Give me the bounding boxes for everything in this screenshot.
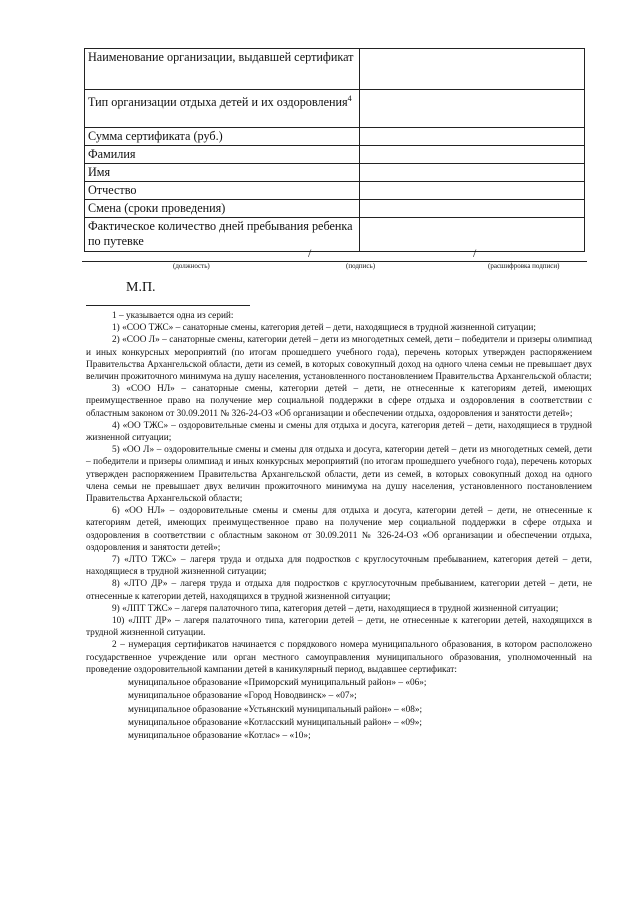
signature-separator: /: [473, 246, 477, 260]
row-label: Фамилия: [85, 146, 360, 164]
footnote-paragraph: 1) «СОО ТЖС» – санаторные смены, категория детей – дети, находящиеся в трудной жизненной ситуации;: [112, 323, 536, 334]
caption-position: (должность): [173, 262, 210, 270]
municipality-item: муниципальное образование «Котлас» – «10»;: [128, 730, 311, 741]
footnote-divider: [86, 305, 250, 306]
footnote-paragraph: 4) «ОО ТЖС» – оздоровительные смены и смены для отдыха и досуга, категория детей – дети, находящиеся в трудной жизненной ситуации;: [86, 420, 592, 444]
row-value-cell[interactable]: [360, 164, 585, 182]
municipality-item: муниципальное образование «Котласский муниципальный район» – «09»;: [128, 717, 422, 728]
footnote-paragraph: 7) «ЛТО ТЖС» – лагеря труда и отдыха для подростков с круглосуточным пребыванием, категория детей – дети, находящиеся в трудной жизненной ситуации;: [86, 555, 592, 578]
footnote-paragraph: 5) «ОО Л» – оздоровительные смены и смены для отдыха и досуга, категории детей – дети из многодетных семей, дети – победители и призеры олимпиад и иных конкурсных мероприятий (по итогам прошедшего учебного года), перечень которых утвержден распоряжением Правительства Архангельской области, дети из семей, в которых совокупный доход на одного члена семьи не превышает двух величин прожиточного минимума на душу населения, установленного постановлением Правительства Архангельской области;: [86, 445, 592, 505]
row-value-cell[interactable]: [360, 182, 585, 200]
footnote-paragraph: 9) «ЛПТ ТЖС» – лагеря палаточного типа, категория детей – дети, находящиеся в трудной жизненной ситуации;: [112, 603, 559, 614]
table-row: [85, 182, 585, 200]
row-value-cell[interactable]: [360, 146, 585, 164]
table-row: [85, 146, 585, 164]
footnote-paragraph: 10) «ЛПТ ДР» – лагеря палаточного типа, категории детей – дети, не отнесенные к категории детей, находящихся в трудной жизненной ситуации.: [86, 616, 592, 639]
footnote-paragraph: 6) «ОО НЛ» – оздоровительные смены и смены для отдыха и досуга, категории детей – дети, не отнесенные к категориям детей, имеющих преимущественное право на получение мер социальной поддержки в сфере отдыха и оздоровления в соответствии с областным законом от 30.09.2011 № 326-24-ОЗ «Об организации и обеспечении отдыха, оздоровления и занятости детей»;: [86, 506, 592, 553]
footnote-paragraph: 8) «ЛТО ДР» – лагеря труда и отдыха для подростков с круглосуточным пребыванием, категории детей – дети, не отнесенные к категории детей, находящихся в трудной жизненной ситуации;: [86, 579, 592, 602]
row-label: Сумма сертификата (руб.): [85, 128, 360, 146]
row-label: Имя: [85, 164, 360, 182]
footnote-marker: 4: [347, 94, 352, 103]
table-row: [85, 128, 585, 146]
table-row: [85, 200, 585, 218]
row-value-cell[interactable]: [360, 128, 585, 146]
signature-separator: /: [308, 246, 312, 260]
footnote-paragraph: 1 – указывается одна из серий:: [112, 311, 234, 321]
table-row: [85, 49, 585, 90]
row-value-cell[interactable]: [360, 49, 585, 90]
row-label: Фактическое количество дней пребывания ребенка по путевке: [85, 218, 360, 252]
caption-name-decoding: (расшифровка подписи): [488, 262, 560, 270]
stamp-place: М.П.: [126, 280, 156, 295]
footnotes: [86, 310, 592, 742]
signature-block: [82, 246, 587, 272]
municipality-item: муниципальное образование «Город Новодвинск» – «07»;: [128, 691, 357, 702]
row-label: Отчество: [85, 182, 360, 200]
row-value-cell[interactable]: [360, 90, 585, 128]
caption-signature: (подпись): [346, 262, 376, 270]
row-label: [85, 90, 360, 128]
table-row: [85, 164, 585, 182]
row-label-text: Тип организации отдыха детей и их оздоровления: [88, 95, 348, 110]
row-value-cell[interactable]: [360, 200, 585, 218]
footnote-paragraph: 2) «СОО Л» – санаторные смены, категории детей – дети из многодетных семей, дети – победители и призеры олимпиад и иных конкурсных мероприятий (по итогам прошедшего учебного года), перечень которых утвержден распоряжением Правительства Архангельской области, дети из семей, в которых совокупный доход на одного члена семьи не превышает двух величин прожиточного минимума на душу населения, установленного постановлением Правительства Архангельской области;: [86, 335, 592, 383]
footnote-paragraph: 2 – нумерация сертификатов начинается с порядкового номера муниципального образования, в котором расположено государственное учреждение или орган местного самоуправления муниципального образования, уполномоченный на проведение оздоровительной кампании детей в каникулярный период, выдавшее сертификат:: [86, 640, 592, 675]
certificate-details-table: [84, 48, 585, 252]
table-row: [85, 90, 585, 128]
row-label: Смена (сроки проведения): [85, 200, 360, 218]
row-label: Наименование организации, выдавшей сертификат: [85, 49, 360, 90]
footnote-paragraph: 3) «СОО НЛ» – санаторные смены, категории детей – дети, не отнесенные к категориям детей, имеющих преимущественное право на получение мер социальной поддержки в сфере отдыха и оздоровления в соответствии с областным законом от 30.09.2011 № 326-24-ОЗ «Об организации и обеспечении отдыха, оздоровления и занятости детей»;: [86, 384, 592, 419]
municipality-item: муниципальное образование «Приморский муниципальный район» – «06»;: [128, 678, 427, 689]
municipality-item: муниципальное образование «Устьянский муниципальный район» – «08»;: [128, 704, 423, 715]
